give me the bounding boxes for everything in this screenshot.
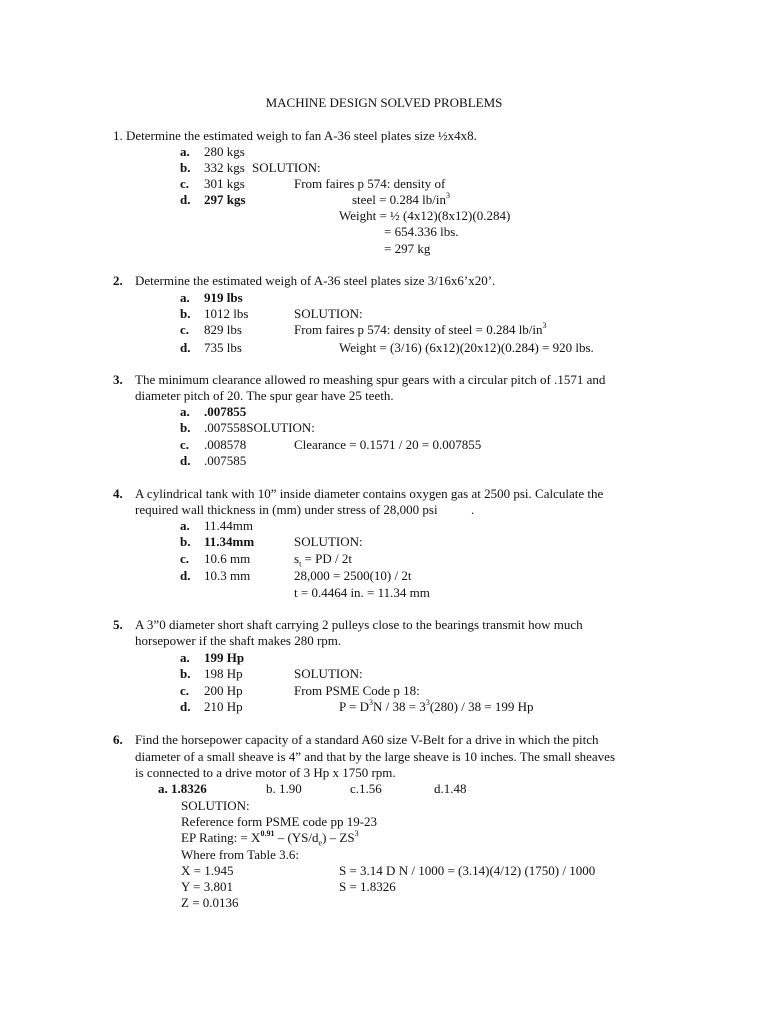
problem-5-choice-a-letter: a. xyxy=(180,650,190,665)
problem-6-question-line-3: is connected to a drive motor of 3 Hp x 1750 rpm. xyxy=(135,765,396,780)
problem-1-solution-line-3: Weight = ½ (4x12)(8x12)(0.284) xyxy=(339,208,511,223)
problem-3-choice-d: .007585 xyxy=(204,453,247,468)
problem-3-number: 3. xyxy=(113,372,123,387)
problem-6-z-value: Z = 0.0136 xyxy=(181,895,239,910)
problem-1-solution-line-1: From faires p 574: density of xyxy=(294,176,446,191)
problem-2-question: Determine the estimated weigh of A-36 steel plates size 3/16x6’x20’. xyxy=(135,273,496,288)
problem-6-solution-label: SOLUTION: xyxy=(181,798,250,813)
problem-2-choice-c-letter: c. xyxy=(180,322,190,337)
problem-3-question-line-2: diameter pitch of 20. The spur gear have 25 teeth. xyxy=(135,388,394,403)
problem-1-solution-label: SOLUTION: xyxy=(252,160,321,175)
problem-4-choice-d: 10.3 mm xyxy=(204,568,251,583)
problem-2-choice-d: 735 lbs xyxy=(204,340,242,355)
problem-1-choice-c-letter: c. xyxy=(180,176,190,191)
problem-1-choice-b: 332 kgs xyxy=(204,160,245,175)
problem-4-solution-label: SOLUTION: xyxy=(294,534,363,549)
problem-2-number: 2. xyxy=(113,273,123,288)
problem-1-choice-b-letter: b. xyxy=(180,160,191,175)
problem-1-choice-c: 301 kgs xyxy=(204,176,245,191)
problem-3-choice-a-answer: .007855 xyxy=(204,404,247,419)
problem-6-number: 6. xyxy=(113,732,123,747)
problem-3-choice-a-letter: a. xyxy=(180,404,190,419)
problem-4-solution-line-3: t = 0.4464 in. = 11.34 mm xyxy=(294,585,430,600)
problem-5-choice-d-letter: d. xyxy=(180,699,191,714)
problem-3-question-line-1: The minimum clearance allowed ro meashing spur gears with a circular pitch of .1571 and xyxy=(135,372,606,387)
problem-5-choice-c: 200 Hp xyxy=(204,683,243,698)
problem-2-choice-a-letter: a. xyxy=(180,290,190,305)
problem-1-solution-line-2: steel = 0.284 $lb/in^3$ xyxy=(352,190,450,207)
problem-6-choice-d: d.1.48 xyxy=(434,781,467,796)
problem-6-x-value: X = 1.945 xyxy=(181,863,234,878)
problem-2-solution-label: SOLUTION: xyxy=(294,306,363,321)
problem-6-where-table: Where from Table 3.6: xyxy=(181,847,299,862)
problem-4-choice-b-letter: b. xyxy=(180,534,191,549)
problem-1-choice-d-letter: d. xyxy=(180,192,191,207)
problem-1-solution-line-4: = 654.336 lbs. xyxy=(384,224,459,239)
problem-4-choice-c: 10.6 mm xyxy=(204,551,251,566)
problem-5-choice-b: 198 Hp xyxy=(204,666,243,681)
problem-5-number: 5. xyxy=(113,617,123,632)
problem-2-choice-a-answer: 919 lbs xyxy=(204,290,243,305)
problem-5-solution-label: SOLUTION: xyxy=(294,666,363,681)
page-title: MACHINE DESIGN SOLVED PROBLEMS xyxy=(265,95,503,110)
problem-3-choice-b-with-solution: .007558SOLUTION: xyxy=(204,420,315,435)
problem-6-s-equation: S = 3.14 D N / 1000 = (3.14)(4/12) (1750) / 1000 xyxy=(339,863,596,878)
problem-6-s-value: S = 1.8326 xyxy=(339,879,396,894)
problem-2-solution-line-2: Weight = (3/16) (6x12)(20x12)(0.284) = 920 lbs. xyxy=(339,340,594,355)
problem-4-choice-a: 11.44mm xyxy=(204,518,253,533)
problem-4-solution-line-2: 28,000 = 2500(10) / 2t xyxy=(294,568,412,583)
problem-6-question-line-1: Find the horsepower capacity of a standard A60 size V-Belt for a drive in which the pitch xyxy=(135,732,599,747)
problem-3-choice-c-letter: c. xyxy=(180,437,190,452)
problem-5-choice-c-letter: c. xyxy=(180,683,190,698)
problem-1-question: 1. Determine the estimated weigh to fan A-36 steel plates size ½x4x8. xyxy=(113,128,477,143)
problem-2-choice-c: 829 lbs xyxy=(204,322,242,337)
problem-6-choice-a-answer: a. 1.8326 xyxy=(158,781,207,796)
problem-4-question-line-1: A cylindrical tank with 10” inside diameter contains oxygen gas at 2500 psi. Calculate the xyxy=(135,486,604,501)
problem-4-question-line-2-end: . xyxy=(471,502,475,517)
problem-5-question-line-2: horsepower if the shaft makes 280 rpm. xyxy=(135,633,342,648)
problem-6-choice-b: b. 1.90 xyxy=(266,781,302,796)
problem-6-ep-rating: EP Rating: = $X^{0.91} - (YS/d_e) - ZS^3$ xyxy=(181,828,359,848)
problem-5-question-line-1: A 3”0 diameter short shaft carrying 2 pulleys close to the bearings transmit how much xyxy=(135,617,583,632)
problem-5-choice-a-answer: 199 Hp xyxy=(204,650,245,665)
problem-6-choice-c: c.1.56 xyxy=(350,781,382,796)
problem-6-y-value: Y = 3.801 xyxy=(181,879,233,894)
problem-1-choice-d-answer: 297 kgs xyxy=(204,192,246,207)
problem-3-choice-c: .008578 xyxy=(204,437,247,452)
problem-4-choice-b-answer: 11.34mm xyxy=(204,534,255,549)
problem-1-choice-a-letter: a. xyxy=(180,144,190,159)
problem-6-question-line-2: diameter of a small sheave is 4” and that by the large sheave is 10 inches. The small sheaves xyxy=(135,749,616,764)
problem-5-solution-line-2: $P = D^3N / 38 = 3^3(280) / 38 = 199$ Hp xyxy=(339,697,534,714)
problem-5-choice-d: 210 Hp xyxy=(204,699,243,714)
problem-4-choice-a-letter: a. xyxy=(180,518,190,533)
problem-6-reference: Reference form PSME code pp 19-23 xyxy=(181,814,378,829)
problem-5-choice-b-letter: b. xyxy=(180,666,191,681)
problem-4-solution-line-1: $s_t$ = PD / 2t xyxy=(294,551,352,569)
problem-1-solution-line-5: = 297 kg xyxy=(384,241,431,256)
problem-1-choice-a: 280 kgs xyxy=(204,144,245,159)
problem-4-choice-d-letter: d. xyxy=(180,568,191,583)
problem-2-choice-d-letter: d. xyxy=(180,340,191,355)
problem-2-choice-b-letter: b. xyxy=(180,306,191,321)
problem-3-choice-d-letter: d. xyxy=(180,453,191,468)
problem-3-choice-b-letter: b. xyxy=(180,420,191,435)
problem-4-number: 4. xyxy=(113,486,123,501)
problem-4-question-line-2: required wall thickness in (mm) under stress of 28,000 psi xyxy=(135,502,438,517)
problem-5-solution-line-1: From PSME Code p 18: xyxy=(294,683,420,698)
problem-3-solution-line-1: Clearance = 0.1571 / 20 = 0.007855 xyxy=(294,437,482,452)
problem-4-choice-c-letter: c. xyxy=(180,551,190,566)
problem-2-choice-b: 1012 lbs xyxy=(204,306,249,321)
problem-2-solution-line-1: From faires p 574: density of steel = 0.284 $lb/in^3$ xyxy=(294,320,547,337)
